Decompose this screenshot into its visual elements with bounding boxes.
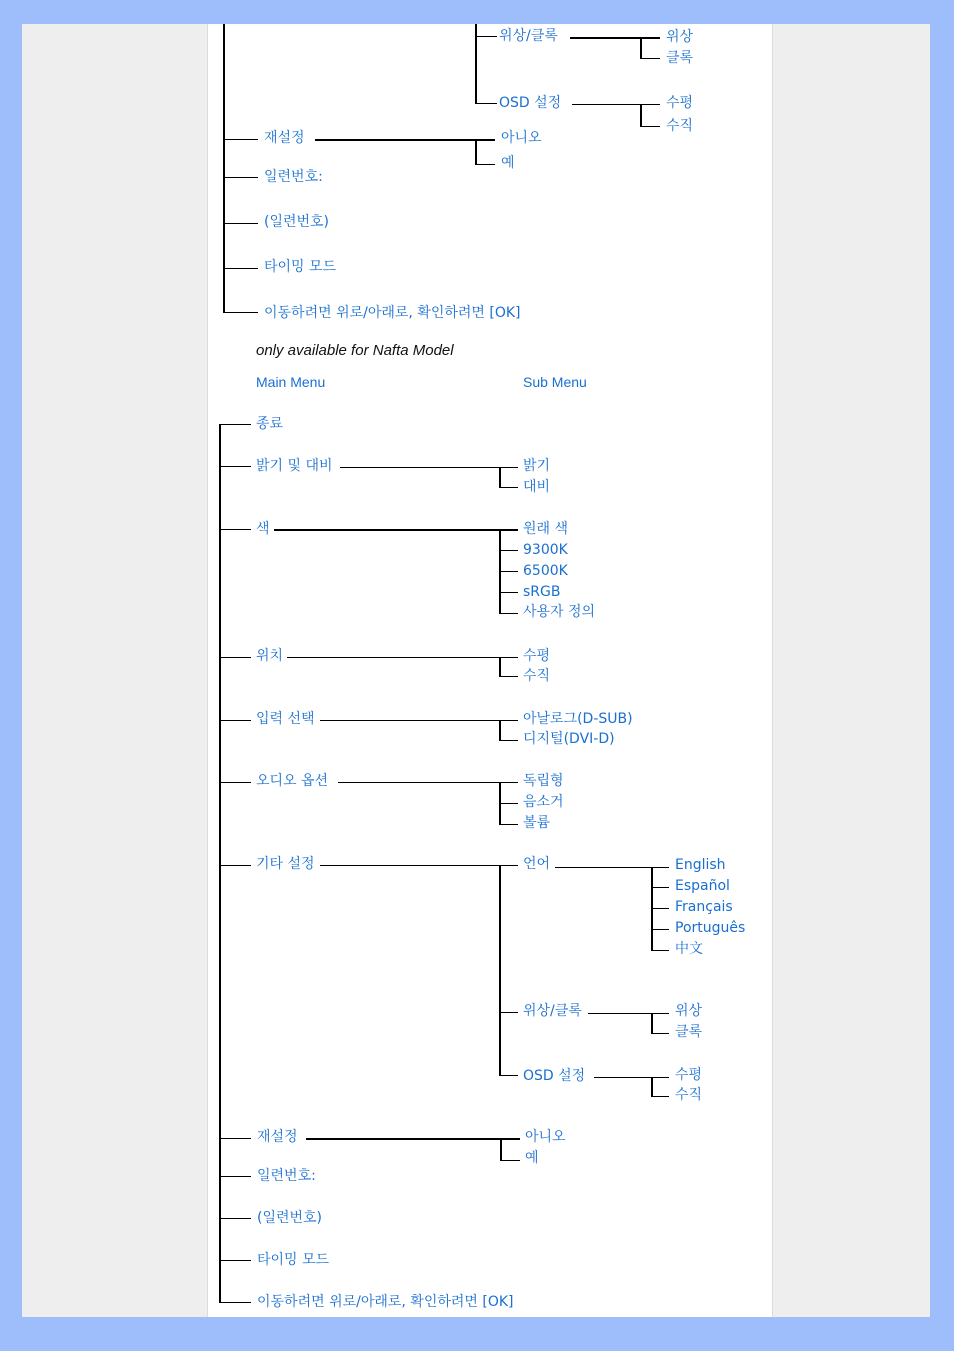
tree-branch-line <box>320 865 518 866</box>
tree-branch-line <box>219 657 251 658</box>
menu-item-osd[interactable]: OSD 설정 <box>499 95 562 111</box>
tree-branch-line <box>340 467 518 468</box>
tree-branch-line <box>475 164 495 165</box>
tree-branch-line <box>651 1077 653 1096</box>
tree-branch-line <box>475 103 497 104</box>
tree-branch-line <box>499 803 518 804</box>
serial-value: (일련번호) <box>264 214 330 230</box>
menu-item-reset[interactable]: 재설정 <box>257 1129 298 1145</box>
tree-branch-line <box>475 139 477 164</box>
tree-branch-line <box>499 592 518 593</box>
menu-item-exit[interactable]: 종료 <box>256 416 284 432</box>
tree-branch-line <box>499 865 501 1075</box>
tree-branch-line <box>223 177 258 178</box>
tree-branch-line <box>223 223 258 224</box>
tree-branch-line <box>651 1096 669 1097</box>
tree-branch-line <box>499 676 518 677</box>
menu-item-serial: 일련번호: <box>257 1168 316 1184</box>
tree-branch-line <box>500 1138 502 1160</box>
submenu-clock[interactable]: 클록 <box>666 50 694 66</box>
model-note: only available for Nafta Model <box>256 342 454 359</box>
tree-branch-line <box>651 908 669 909</box>
menu-item-timing: 타이밍 모드 <box>257 1252 330 1268</box>
tree-branch-line <box>499 467 501 487</box>
tree-branch-line <box>651 929 669 930</box>
language-chinese[interactable]: 中文 <box>675 941 703 957</box>
submenu-brightness[interactable]: 밝기 <box>523 458 551 474</box>
submenu-srgb[interactable]: sRGB <box>523 584 561 600</box>
menu-item-sync[interactable]: 위상/클록 <box>499 28 558 44</box>
tree-branch-line <box>219 782 251 783</box>
tree-branch-line <box>570 37 660 39</box>
submenu-mute[interactable]: 음소거 <box>523 794 564 810</box>
tree-branch-line <box>219 720 251 721</box>
tree-branch-line <box>651 1013 653 1033</box>
tree-branch-line <box>499 613 518 614</box>
tree-branch-line <box>315 139 495 141</box>
tree-branch-line <box>499 1012 518 1013</box>
submenu-phase[interactable]: 위상 <box>675 1003 703 1019</box>
submenu-osd[interactable]: OSD 설정 <box>523 1068 586 1084</box>
tree-branch-line <box>499 1075 518 1076</box>
menu-item-serial: 일련번호: <box>264 169 323 185</box>
submenu-yes[interactable]: 예 <box>501 155 515 171</box>
tree-branch-line <box>500 1160 520 1161</box>
tree-branch-line <box>219 865 251 866</box>
tree-branch-line <box>640 37 642 58</box>
header-main-menu: Main Menu <box>256 374 326 390</box>
submenu-phase[interactable]: 위상 <box>666 29 694 45</box>
tree-branch-line <box>287 657 518 658</box>
menu-item-brightness[interactable]: 밝기 및 대비 <box>256 458 333 474</box>
tree-branch-line <box>219 424 251 425</box>
submenu-yes[interactable]: 예 <box>525 1150 539 1166</box>
tree-branch-line <box>320 720 518 721</box>
tree-branch-line <box>219 1260 251 1261</box>
submenu-vertical[interactable]: 수직 <box>675 1087 703 1103</box>
submenu-volume[interactable]: 볼륨 <box>523 815 551 831</box>
tree-branch-line <box>274 529 518 531</box>
tree-branch-line <box>640 104 642 126</box>
tree-branch-line <box>219 1138 251 1139</box>
submenu-user-define[interactable]: 사용자 정의 <box>523 604 596 620</box>
navigation-hint: 이동하려면 위로/아래로, 확인하려면 [OK] <box>257 1294 514 1310</box>
header-sub-menu: Sub Menu <box>523 374 587 390</box>
tree-branch-line <box>651 950 669 951</box>
submenu-9300k[interactable]: 9300K <box>523 542 568 558</box>
submenu-digital[interactable]: 디지털(DVI-D) <box>523 731 615 747</box>
tree-branch-line <box>499 657 501 676</box>
submenu-6500k[interactable]: 6500K <box>523 563 568 579</box>
menu-item-reset[interactable]: 재설정 <box>264 130 305 146</box>
menu-item-audio[interactable]: 오디오 옵션 <box>256 773 329 789</box>
submenu-horizontal[interactable]: 수평 <box>666 95 694 111</box>
serial-value: (일련번호) <box>257 1210 323 1226</box>
menu-item-other-settings[interactable]: 기타 설정 <box>256 856 315 872</box>
tree-branch-line <box>499 571 518 572</box>
submenu-no[interactable]: 아니오 <box>501 130 542 146</box>
submenu-vertical[interactable]: 수직 <box>666 118 694 134</box>
tree-branch-line <box>651 1033 669 1034</box>
submenu-clock[interactable]: 클록 <box>675 1024 703 1040</box>
tree-branch-line <box>499 720 501 740</box>
tree-branch-line <box>223 139 258 140</box>
submenu-vertical[interactable]: 수직 <box>523 668 551 684</box>
submenu-horizontal[interactable]: 수평 <box>523 648 551 664</box>
tree-branch-line <box>499 550 518 551</box>
submenu-analog[interactable]: 아날로그(D-SUB) <box>523 711 633 727</box>
submenu-standalone[interactable]: 독립형 <box>523 773 564 789</box>
tree-branch-line <box>594 1077 669 1078</box>
tree-branch-line <box>640 58 660 59</box>
tree-trunk-top <box>223 24 225 313</box>
tree-branch-line <box>640 126 660 127</box>
submenu-horizontal[interactable]: 수평 <box>675 1067 703 1083</box>
menu-item-input[interactable]: 입력 선택 <box>256 711 315 727</box>
tree-trunk-main <box>219 424 221 1303</box>
submenu-sync[interactable]: 위상/클록 <box>523 1003 582 1019</box>
submenu-original-color[interactable]: 원래 색 <box>523 521 569 537</box>
tree-branch-line <box>499 487 518 488</box>
menu-item-position[interactable]: 위치 <box>256 648 284 664</box>
menu-item-timing: 타이밍 모드 <box>264 259 337 275</box>
tree-branch-line <box>219 1218 251 1219</box>
tree-branch-line <box>651 887 669 888</box>
submenu-contrast[interactable]: 대비 <box>523 479 551 495</box>
language-portuguese[interactable]: Português <box>675 920 746 936</box>
navigation-hint: 이동하려면 위로/아래로, 확인하려면 [OK] <box>264 305 521 321</box>
tree-branch-line <box>223 312 258 313</box>
tree-branch-line <box>572 104 660 105</box>
submenu-language[interactable]: 언어 <box>523 856 551 872</box>
tree-branch-line <box>219 1176 251 1177</box>
tree-branch-line <box>475 36 497 37</box>
tree-branch-line <box>306 1138 520 1140</box>
tree-branch-line <box>338 782 518 783</box>
menu-item-color[interactable]: 색 <box>256 521 270 537</box>
tree-branch-line <box>219 529 251 530</box>
tree-branch-line <box>219 1302 251 1303</box>
tree-branch-line <box>499 824 518 825</box>
tree-branch-line <box>588 1013 669 1014</box>
language-spanish[interactable]: Español <box>675 878 730 894</box>
tree-branch-line <box>499 740 518 741</box>
tree-branch-line <box>219 466 251 467</box>
submenu-no[interactable]: 아니오 <box>525 1129 566 1145</box>
tree-branch-line <box>223 268 258 269</box>
language-english[interactable]: English <box>675 857 726 873</box>
language-french[interactable]: Français <box>675 899 733 915</box>
